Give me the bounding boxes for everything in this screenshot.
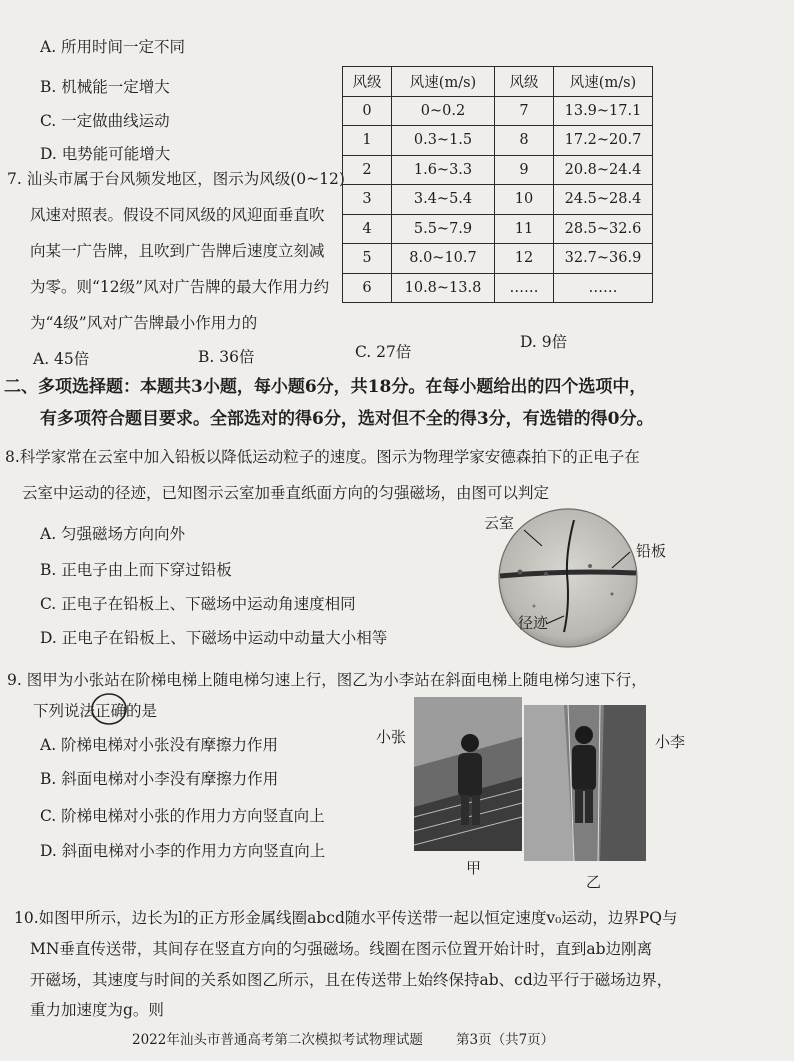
table-cell: 24.5~28.4 [554, 185, 653, 215]
q6-option-a: A. 所用时间一定不同 [40, 38, 186, 56]
xiaoli-label: 小李 [655, 733, 686, 751]
q9-option-a: A. 阶梯电梯对小张没有摩擦力作用 [40, 736, 279, 754]
table-row [343, 155, 653, 185]
q7-option-a: A. 45倍 [33, 350, 90, 368]
table-header-cell: 风级 [343, 67, 392, 97]
figure-jia-caption: 甲 [466, 859, 482, 877]
table-cell: 7 [495, 96, 554, 126]
q7-stem-line5: 为“4级”风对广告牌最小作用力的 [30, 314, 258, 332]
table-cell: 5.5~7.9 [392, 214, 495, 244]
q6-option-d: D. 电势能可能增大 [40, 145, 171, 163]
q9-option-b: B. 斜面电梯对小李没有摩擦力作用 [40, 770, 279, 788]
table-cell: 11 [495, 214, 554, 244]
q8-stem-line2: 云室中运动的径迹，已知图示云室加垂直纸面方向的匀强磁场，由图可以判定 [22, 484, 550, 502]
table-cell: 0 [343, 96, 392, 126]
q7-option-d: D. 9倍 [520, 333, 568, 351]
q6-option-b: B. 机械能一定增大 [40, 78, 170, 96]
lead-plate-label: 铅板 [636, 542, 667, 560]
handwritten-circle-mark [89, 690, 129, 728]
q9-stem-line1: 9. 图甲为小张站在阶梯电梯上随电梯匀速上行，图乙为小李站在斜面电梯上随电梯匀速下行， [7, 671, 647, 689]
table-cell: 12 [495, 244, 554, 274]
track-label: 径迹 [518, 614, 549, 632]
table-row [343, 244, 653, 274]
table-cell: 8.0~10.7 [392, 244, 495, 274]
table-cell: 32.7~36.9 [554, 244, 653, 274]
q7-option-b: B. 36倍 [198, 348, 255, 366]
table-cell: 0.3~1.5 [392, 126, 495, 156]
q8-option-b: B. 正电子由上而下穿过铅板 [40, 561, 232, 579]
table-cell: 28.5~32.6 [554, 214, 653, 244]
chamber-label: 云室 [484, 514, 515, 532]
q10-stem-line3: 开磁场，其速度与时间的关系如图乙所示，且在传送带上始终保持ab、cd边平行于磁场边界， [30, 971, 673, 989]
q9-stem-line2: 下列说法正确的是 [33, 702, 158, 720]
table-cell: 2 [343, 155, 392, 185]
q10-stem-line4: 重力加速度为g。则 [30, 1001, 164, 1019]
table-row [343, 96, 653, 126]
table-row [343, 273, 653, 303]
q10-stem-line1: 10.如图甲所示，边长为l的正方形金属线圈abcd随水平传送带一起以恒定速度v₀运动，边界PQ与 [14, 909, 678, 927]
table-cell: 4 [343, 214, 392, 244]
table-cell: 13.9~17.1 [554, 96, 653, 126]
footer-title: 2022年汕头市普通高考第二次模拟考试物理试题 [132, 1032, 423, 1048]
escalator-photo-right [524, 705, 646, 861]
table-header-cell: 风速(m/s) [392, 67, 495, 97]
section-heading-line1: 二、多项选择题：本题共3小题，每小题6分，共18分。在每小题给出的四个选项中， [4, 377, 647, 397]
table-cell: 3 [343, 185, 392, 215]
figure-yi-caption: 乙 [586, 873, 602, 891]
q8-option-a: A. 匀强磁场方向向外 [40, 525, 186, 543]
footer-page: 第3页（共7页） [456, 1032, 555, 1048]
section-heading-line2: 有多项符合题目要求。全部选对的得6分，选对但不全的得3分，有选错的得0分。 [40, 409, 654, 429]
table-cell: 6 [343, 273, 392, 303]
table-row [343, 126, 653, 156]
table-cell: 5 [343, 244, 392, 274]
table-cell: 10 [495, 185, 554, 215]
table-row [343, 185, 653, 215]
table-cell: 9 [495, 155, 554, 185]
cloud-chamber-photo [494, 506, 642, 648]
table-cell: …… [554, 273, 653, 303]
q7-stem-line3: 向某一广告牌，且吹到广告牌后速度立刻减 [30, 242, 325, 260]
q7-option-c: C. 27倍 [355, 343, 412, 361]
table-cell: 17.2~20.7 [554, 126, 653, 156]
table-row [343, 214, 653, 244]
q7-stem-line1: 7. 汕头市属于台风频发地区，图示为风级(0~12) [7, 170, 345, 188]
table-cell: 3.4~5.4 [392, 185, 495, 215]
wind-scale-table [342, 66, 653, 303]
table-header-cell: 风速(m/s) [554, 67, 653, 97]
table-cell: 8 [495, 126, 554, 156]
q6-option-c: C. 一定做曲线运动 [40, 112, 170, 130]
q7-stem-line2: 风速对照表。假设不同风级的风迎面垂直吹 [30, 206, 325, 224]
table-header-row [343, 67, 653, 97]
table-cell: 1 [343, 126, 392, 156]
q10-stem-line2: MN垂直传送带，其间存在竖直方向的匀强磁场。线圈在图示位置开始计时，直到ab边刚离 [30, 940, 653, 958]
q8-option-c: C. 正电子在铅板上、下磁场中运动角速度相同 [40, 595, 356, 613]
table-cell: 1.6~3.3 [392, 155, 495, 185]
q8-stem-line1: 8.科学家常在云室中加入铅板以降低运动粒子的速度。图示为物理学家安德森拍下的正电子在 [5, 448, 640, 466]
q8-option-d: D. 正电子在铅板上、下磁场中运动中动量大小相等 [40, 629, 388, 647]
table-cell: 0~0.2 [392, 96, 495, 126]
escalator-photo-left [414, 697, 522, 851]
table-cell: 20.8~24.4 [554, 155, 653, 185]
table-cell: …… [495, 273, 554, 303]
table-cell: 10.8~13.8 [392, 273, 495, 303]
q9-option-d: D. 斜面电梯对小李的作用力方向竖直向上 [40, 842, 326, 860]
table-header-cell: 风级 [495, 67, 554, 97]
q9-option-c: C. 阶梯电梯对小张的作用力方向竖直向上 [40, 807, 325, 825]
xiaozhang-label: 小张 [376, 728, 407, 746]
q7-stem-line4: 为零。则“12级”风对广告牌的最大作用力约 [30, 278, 330, 296]
